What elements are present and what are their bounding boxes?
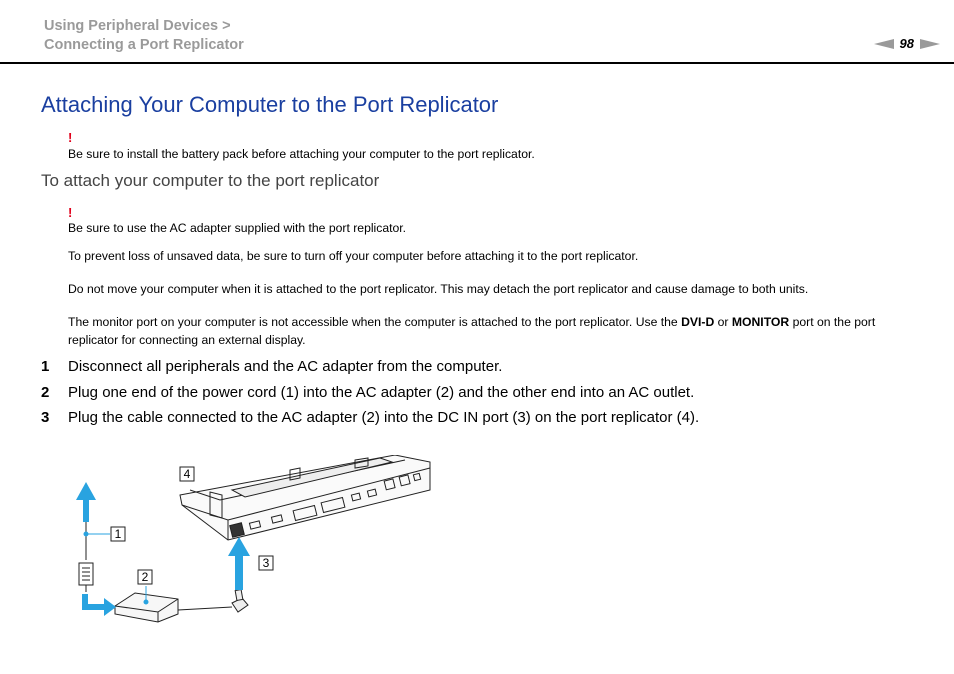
arrow-right-icon [82,594,116,616]
step-number: 1 [41,358,50,375]
header-rule [0,62,954,64]
next-page-icon[interactable] [920,39,940,49]
callout-1 [111,527,125,541]
step-text: Plug the cable connected to the AC adapter (2) into the DC IN port (3) on the port replicator (4). [68,409,700,426]
step-text: Disconnect all peripherals and the AC adapter from the computer. [68,358,503,375]
caution-icon: ! [68,205,73,220]
callout-4 [180,467,194,481]
caution-item: Do not move your computer when it is attached to the port replicator. This may detach the port replicator and cause damage to both units. [68,282,809,296]
svg-text:2: 2 [141,570,149,584]
dvi-d-port-label: DVI-D [681,315,715,329]
caution-icon: ! [68,130,73,145]
monitor-port-label: MONITOR [731,315,790,329]
step-number: 3 [41,409,50,426]
caution-text: Be sure to install the battery pack before attaching your computer to the port replicator. [68,147,535,161]
breadcrumb-section: Using Peripheral Devices > [44,18,231,34]
port-replicator-illustration [70,455,440,630]
svg-text:3: 3 [262,556,270,570]
step-text: Plug one end of the power cord (1) into the AC adapter (2) and the other end into an AC outlet. [68,384,695,401]
caution-item: To prevent loss of unsaved data, be sure to turn off your computer before attaching it to the port replicator. [68,249,639,263]
arrow-up-icon [76,482,96,522]
monitor-port-note: The monitor port on your computer is not accessible when the computer is attached to the port replicator. Use the DVI-D or MONITOR port on the port replicator for connecting an external display. [68,315,876,347]
breadcrumb-page: Connecting a Port Replicator [44,37,244,53]
dc-cable [178,607,232,610]
callout-2 [138,570,152,584]
callout-3 [259,556,273,570]
svg-text:1: 1 [114,527,122,541]
svg-text:4: 4 [183,467,191,481]
dc-plug [232,590,248,612]
pager [874,36,940,51]
previous-page-icon[interactable] [874,39,894,49]
port-replicator [180,455,430,540]
page-title: Attaching Your Computer to the Port Replicator [41,92,499,117]
page-number: 98 [899,36,914,51]
caution-item: Be sure to use the AC adapter supplied with the port replicator. [68,221,407,235]
breadcrumb [44,17,244,55]
arrow-up-icon [228,537,250,590]
dc-in-port [230,523,245,538]
step-number: 2 [41,384,50,401]
procedure-heading: To attach your computer to the port replicator [41,171,380,190]
power-cord-plug [79,563,93,592]
